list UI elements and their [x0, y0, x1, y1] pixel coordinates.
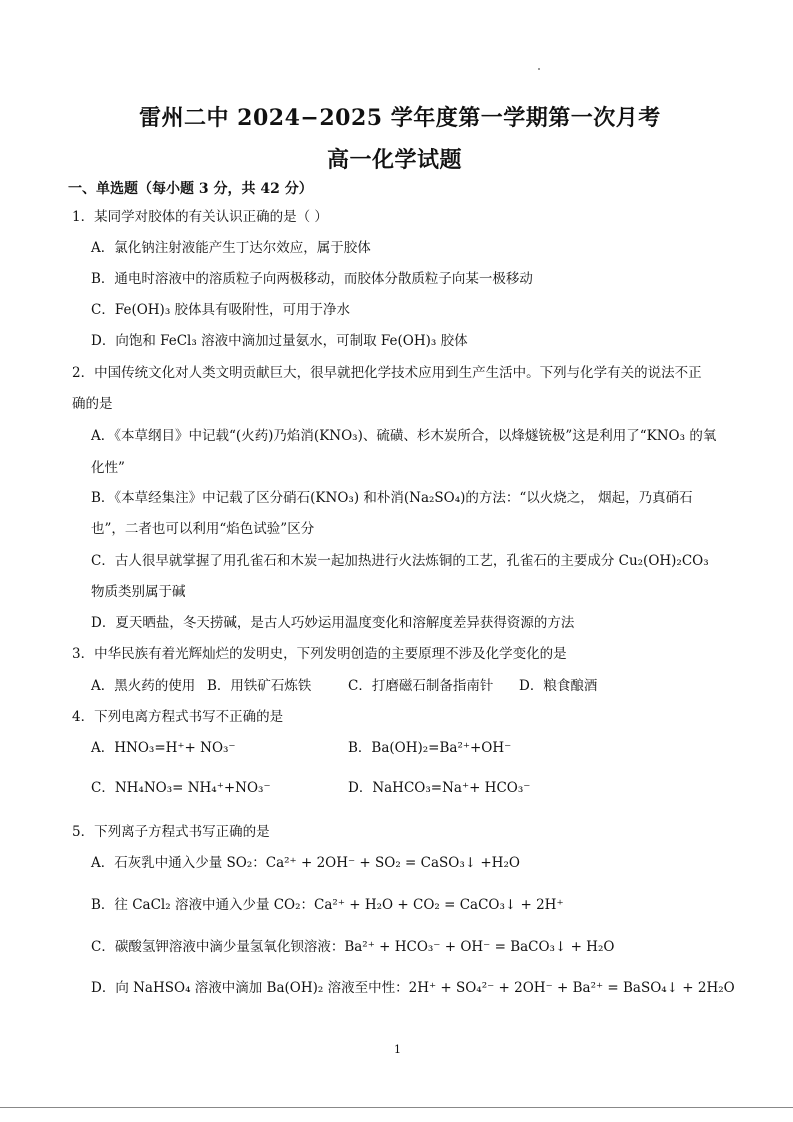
- question-2-option-c-line1: C．古人很早就掌握了用孔雀石和木炭一起加热进行火法炼铜的工艺，孔雀石的主要成分 Cu₂(OH)₂CO₃: [91, 553, 709, 569]
- question-5-option-c: C．碳酸氢钾溶液中滴少量氢氧化钡溶液：Ba²⁺ + HCO₃⁻ + OH⁻ = BaCO₃↓ + H₂O: [91, 939, 615, 955]
- question-2-option-b-line2: 也”，二者也可以利用“焰色试验”区分: [91, 521, 315, 537]
- page-number: 1: [394, 1043, 401, 1056]
- question-2-option-b-line1: B．《本草经集注》中记载了区分硝石(KNO₃) 和朴消(Na₂SO₄)的方法：“以火烧之， 烟起，乃真硝石: [91, 490, 693, 506]
- question-4-option-b: B．Ba(OH)₂=Ba²⁺+OH⁻: [348, 740, 512, 756]
- question-5-stem: 5．下列离子方程式书写正确的是: [72, 824, 270, 840]
- question-5-option-b: B．往 CaCl₂ 溶液中通入少量 CO₂：Ca²⁺ + H₂O + CO₂ = CaCO₃↓ + 2H⁺: [91, 897, 564, 913]
- question-1-stem: 1．某同学对胶体的有关认识正确的是（ ）: [72, 209, 328, 225]
- question-2-option-a-line2: 化性”: [91, 460, 125, 476]
- question-5-option-a: A．石灰乳中通入少量 SO₂：Ca²⁺ + 2OH⁻ + SO₂ = CaSO₃↓ +H₂O: [91, 855, 520, 871]
- question-1-option-b: B．通电时溶液中的溶质粒子向两极移动，而胶体分散质粒子向某一极移动: [91, 271, 533, 287]
- scan-dot: [538, 68, 540, 70]
- page-bottom-divider: [0, 1107, 793, 1108]
- exam-title: 雷州二中 2024−2025 学年度第一学期第一次月考: [139, 105, 661, 131]
- question-2-stem-line1: 2．中国传统文化对人类文明贡献巨大，很早就把化学技术应用到生产生活中。下列与化学有关的说法不正: [72, 365, 702, 381]
- question-2-option-a-line1: A．《本草纲目》中记载“(火药)乃焰消(KNO₃)、硫磺、杉木炭所合，以烽燧铳极”这是利用了“KNO₃ 的氧: [91, 428, 717, 444]
- question-2-option-c-line2: 物质类别属于碱: [91, 584, 186, 600]
- section-heading: 一、单选题（每小题 3 分，共 42 分）: [68, 181, 313, 197]
- question-4-option-d: D．NaHCO₃=Na⁺+ HCO₃⁻: [348, 780, 531, 796]
- question-4-stem: 4．下列电离方程式书写不正确的是: [72, 709, 284, 725]
- question-1-option-a: A．氯化钠注射液能产生丁达尔效应，属于胶体: [91, 240, 371, 256]
- question-3-option-b: B．用铁矿石炼铁: [207, 678, 312, 694]
- question-4-option-c: C．NH₄NO₃= NH₄⁺+NO₃⁻: [91, 780, 271, 796]
- question-1-option-c: C．Fe(OH)₃ 胶体具有吸附性，可用于净水: [91, 302, 351, 318]
- question-3-option-d: D．粮食酿酒: [519, 678, 598, 694]
- question-4-option-a: A．HNO₃=H⁺+ NO₃⁻: [91, 740, 236, 756]
- question-3-stem: 3．中华民族有着光辉灿烂的发明史，下列发明创造的主要原理不涉及化学变化的是: [72, 646, 567, 662]
- question-3-option-a: A．黑火药的使用: [91, 678, 196, 694]
- exam-subtitle: 高一化学试题: [327, 147, 463, 173]
- question-5-option-d: D．向 NaHSO₄ 溶液中滴加 Ba(OH)₂ 溶液至中性：2H⁺ + SO₄²⁻ + 2OH⁻ + Ba²⁺ = BaSO₄↓ + 2H₂O: [91, 980, 735, 996]
- question-1-option-d: D．向饱和 FeCl₃ 溶液中滴加过量氨水，可制取 Fe(OH)₃ 胶体: [91, 333, 468, 349]
- question-3-option-c: C．打磨磁石制备指南针: [348, 678, 494, 694]
- question-2-stem-line2: 确的是: [72, 396, 113, 412]
- question-2-option-d: D．夏天晒盐，冬天捞碱，是古人巧妙运用温度变化和溶解度差异获得资源的方法: [91, 615, 575, 631]
